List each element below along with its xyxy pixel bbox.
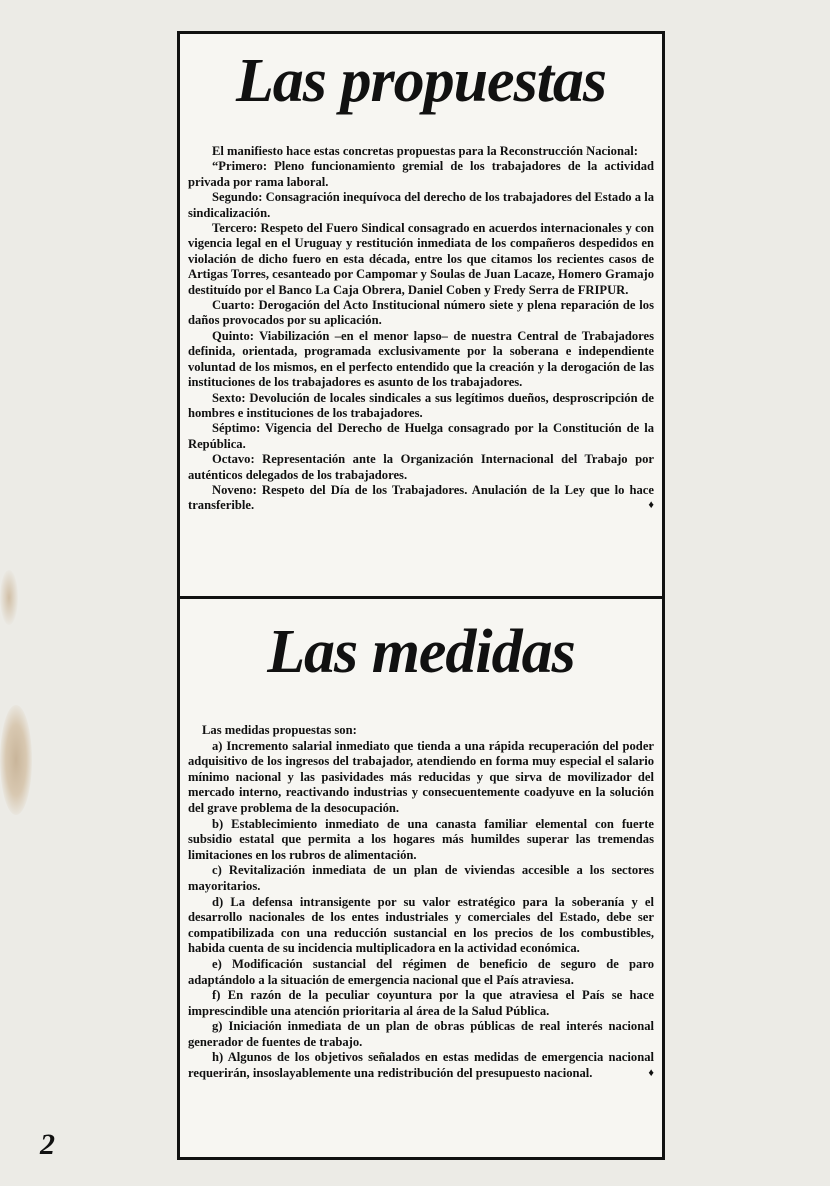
paragraph: Segundo: Consagración inequívoca del derecho de los trabajadores del Estado a la sindicalización. xyxy=(188,190,654,220)
section-title-propuestas: Las propuestas xyxy=(235,47,607,115)
section-body-medidas xyxy=(188,723,654,1082)
paragraph-last xyxy=(188,1050,654,1081)
paragraph: e) Modificación sustancial del régimen de beneficio de seguro de paro adaptándolo a la situación de emergencia nacional que el País atraviesa. xyxy=(188,956,654,987)
section-medidas xyxy=(180,599,662,1157)
page-number: 2 xyxy=(40,1128,55,1161)
section-propuestas xyxy=(180,34,662,596)
paragraph: Cuarto: Derogación del Acto Institucional número siete y plena reparación de los daños provocados por su aplicación. xyxy=(188,298,654,328)
paragraph: Tercero: Respeto del Fuero Sindical consagrado en acuerdos internacionales y con vigencia legal en el Uruguay y restitución inmediata de los compañeros despedidos en violación de dicho fuero en esta década, entre los que citamos los recientes casos de Artigas Torres, cesanteado por Campomar y Soulas de Juan Lacaze, Homero Gramajo destituído por el Banco La Caja Obrera, Daniel Coben y Fredy Serra de FRIPUR. xyxy=(188,221,654,297)
paragraph: d) La defensa intransigente por su valor estratégico para la soberanía y el desarrollo nacionales de los entes industriales y comerciales del Estado, debe ser compatibilizada con una reducción sustancial en los precios de los combustibles, habida cuenta de su incidencia multiplicadora en la actividad económica. xyxy=(188,894,654,956)
paragraph: b) Establecimiento inmediato de una canasta familiar elemental con fuerte subsidio estatal que permita a los hogares más humildes superar las tremendas limitaciones en los rubros de alimentación. xyxy=(188,816,654,862)
paragraph: Sexto: Devolución de locales sindicales a sus legítimos dueños, desproscripción de hombres e instituciones de los trabajadores. xyxy=(188,390,654,420)
paragraph: f) En razón de la peculiar coyuntura por la que atraviesa el País se hace imprescindible una atención prioritaria al área de la Salud Pública. xyxy=(188,988,654,1018)
paragraph: a) Incremento salarial inmediato que tienda a una rápida recuperación del poder adquisitivo de los ingresos del trabajador, atendiendo en forma muy especial el salario mínimo nacional y las pasividades más reducidas y que sirva de movilizador del mercado interno, reactivando industrias y consecuentemente coadyuve en la solución del grave problema de la desocupación. xyxy=(188,738,654,815)
paragraph: El manifiesto hace estas concretas propuestas para la Reconstrucción Nacional: xyxy=(212,144,638,158)
section-body-propuestas xyxy=(188,144,654,514)
paragraph: g) Iniciación inmediata de un plan de obras públicas de real interés nacional generador de fuentes de trabajo. xyxy=(188,1019,654,1049)
paper-stain-small xyxy=(0,570,18,625)
article-frame xyxy=(177,31,665,1160)
paragraph: c) Revitalización inmediata de un plan de viviendas accesible a los sectores mayoritarios. xyxy=(188,863,654,893)
paragraph: Quinto: Viabilización –en el menor lapso– de nuestra Central de Trabajadores definida, orientada, programada exclusivamente por la soberana e independiente voluntad de los mismos, en el perfecto entendido que la creación y la derogación de las instituciones de los trabajadores es asunto de los trabajadores. xyxy=(188,328,654,390)
paragraph: Las medidas propuestas son: xyxy=(202,723,357,737)
paragraph-text: h) Algunos de los objetivos señalados en estas medidas de emergencia nacional requerirán, insoslayablemente una redistribución del presupuesto nacional. xyxy=(188,1050,654,1081)
paragraph: “Primero: Pleno funcionamiento gremial de los trabajadores de la actividad privada por rama laboral. xyxy=(188,159,654,189)
paragraph-text: Noveno: Respeto del Día de los Trabajadores. Anulación de la Ley que lo hace transferible. xyxy=(188,482,654,513)
paragraph: Séptimo: Vigencia del Derecho de Huelga consagrado por la Constitución de la República. xyxy=(188,421,654,451)
paragraph-last xyxy=(188,483,654,514)
section-title-medidas: Las medidas xyxy=(267,618,575,686)
end-mark-icon: ♦ xyxy=(648,499,654,512)
paper-stain xyxy=(0,705,32,815)
paragraph: Octavo: Representación ante la Organización Internacional del Trabajo por auténticos delegados de los trabajadores. xyxy=(188,452,654,482)
end-mark-icon: ♦ xyxy=(648,1067,654,1080)
